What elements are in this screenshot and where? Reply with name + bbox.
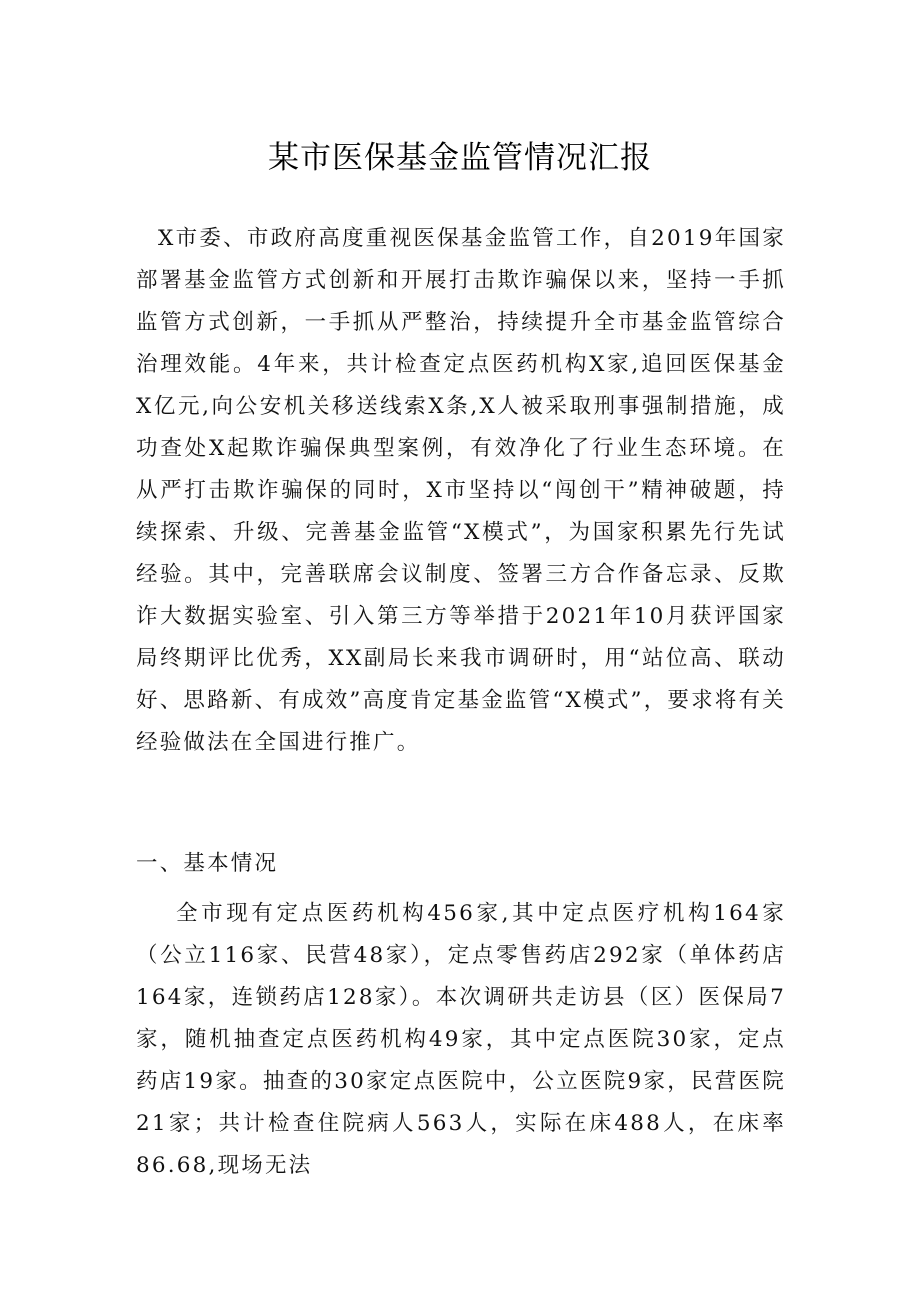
document-title: 某市医保基金监管情况汇报: [268, 140, 652, 176]
basic-situation-paragraph: 全市现有定点医药机构456家,其中定点医疗机构164家（公立116家、民营48家），定点零售药店292家（单体药店164家，连锁药店128家）。本次调研共走访县（区）医保局7家，随机抽查定点医药机构49家，其中定点医院30家，定点药店19家。抽查的30家定点医院中，公立医院9家，民营医院21家；共计检查住院病人563人，实际在床488人，在床率86.68,现场无法: [136, 901, 786, 1178]
intro-paragraph: X市委、市政府高度重视医保基金监管工作，自2019年国家部署基金监管方式创新和开展打击欺诈骗保以来，坚持一手抓监管方式创新，一手抓从严整治，持续提升全市基金监管综合治理效能。4年来，共计检查定点医药机构X家,追回医保基金X亿元,向公安机关移送线索X条,X人被采取刑事强制措施，成功查处X起欺诈骗保典型案例，有效净化了行业生态环境。在从严打击欺诈骗保的同时，X市坚持以“闯创干”精神破题，持续探索、升级、完善基金监管“X模式”，为国家积累先行先试经验。其中，完善联席会议制度、签署三方合作备忘录、反欺诈大数据实验室、引入第三方等举措于2021年10月获评国家局终期评比优秀，XX副局长来我市调研时，用“站位高、联动好、思路新、有成效”高度肯定基金监管“X模式”，要求将有关经验做法在全国进行推广。: [136, 226, 786, 755]
section-heading-basic-situation: 一、基本情况: [136, 851, 279, 876]
